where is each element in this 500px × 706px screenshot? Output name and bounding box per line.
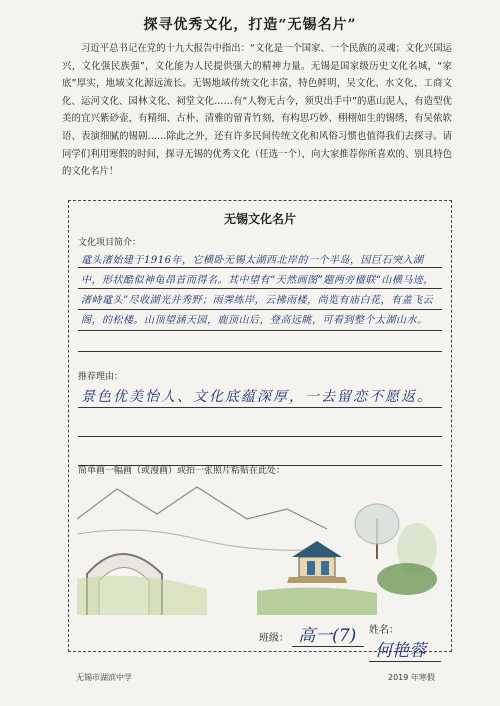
class-value: 高一(7) bbox=[292, 621, 364, 647]
culture-card bbox=[68, 200, 452, 661]
name-value: 何艳蓉 bbox=[369, 636, 441, 662]
tree-sketch bbox=[355, 504, 437, 595]
reason-label: 推荐理由： bbox=[78, 372, 124, 382]
name-label: 姓名： bbox=[369, 625, 399, 636]
name-field bbox=[369, 621, 451, 662]
intro-paragraph: 习近平总书记在党的十九大报告中指出：“文化是一个国家、一个民族的灵魂；文化兴国运兴，文化强民族强”，文化能为人民提供强大的精神力量。无锡是国家级历史文化名城，“家底”厚实，地域文化源远流长。无锡地域传统文化丰富，特色鲜明，吴文化、水文化、工商文化、运河文化、园林文化、祠堂文化……有“人物无古今，须臾出手中”的惠山泥人，有造型优美的宜兴紫砂壶，有精细、古朴、清雅的留青竹刻，有构思巧妙、栩栩如生的锡绣，有吴侬软语、表演细腻的锡剧……除此之外，还有许多民间传统文化和风俗习惯也值得我们去探寻。请同学们利用寒假的时间，探寻无锡的优秀文化（任选一个），向大家推荐你所喜欢的、别具特色的文化名片！ bbox=[62, 43, 452, 178]
intro-handwriting: 鼋头渚始建于1916年，它横卧无锡太湖西北岸的一个半岛，因巨石突入湖中，形状酷似神龟昂首而得名。其中望有“天然画图”题两旁楹联“山横马迹，渚峙鼋头”尽收湖光并秀野；雨霁练岸，云拂雨楼，尚览有庙白花，有盖飞云阁，的松楼。山顶望涵天园，鹿顶山后，登高远眺，可看到整个太湖山水。 bbox=[81, 255, 434, 326]
footer-term: 2019 年寒假 bbox=[388, 673, 435, 682]
card-title: 无锡文化名片 bbox=[223, 212, 296, 226]
mountain-sketch bbox=[77, 487, 327, 529]
page-title: 探寻优秀文化，打造“无锡名片” bbox=[143, 17, 357, 33]
intro-label: 文化项目简介： bbox=[78, 238, 142, 248]
class-label: 班级： bbox=[259, 633, 289, 644]
reason-handwriting: 景色优美怡人、文化底蕴深厚，一去留恋不愿返。 bbox=[81, 389, 433, 405]
footer-school: 无锡市湖滨中学 bbox=[76, 673, 132, 682]
class-field bbox=[259, 621, 364, 647]
pavilion-sketch bbox=[287, 541, 347, 583]
drawing-label: 简单画一幅画（或漫画）或拍一张照片粘贴在此处： bbox=[78, 466, 286, 476]
sketch-drawing bbox=[77, 479, 445, 615]
